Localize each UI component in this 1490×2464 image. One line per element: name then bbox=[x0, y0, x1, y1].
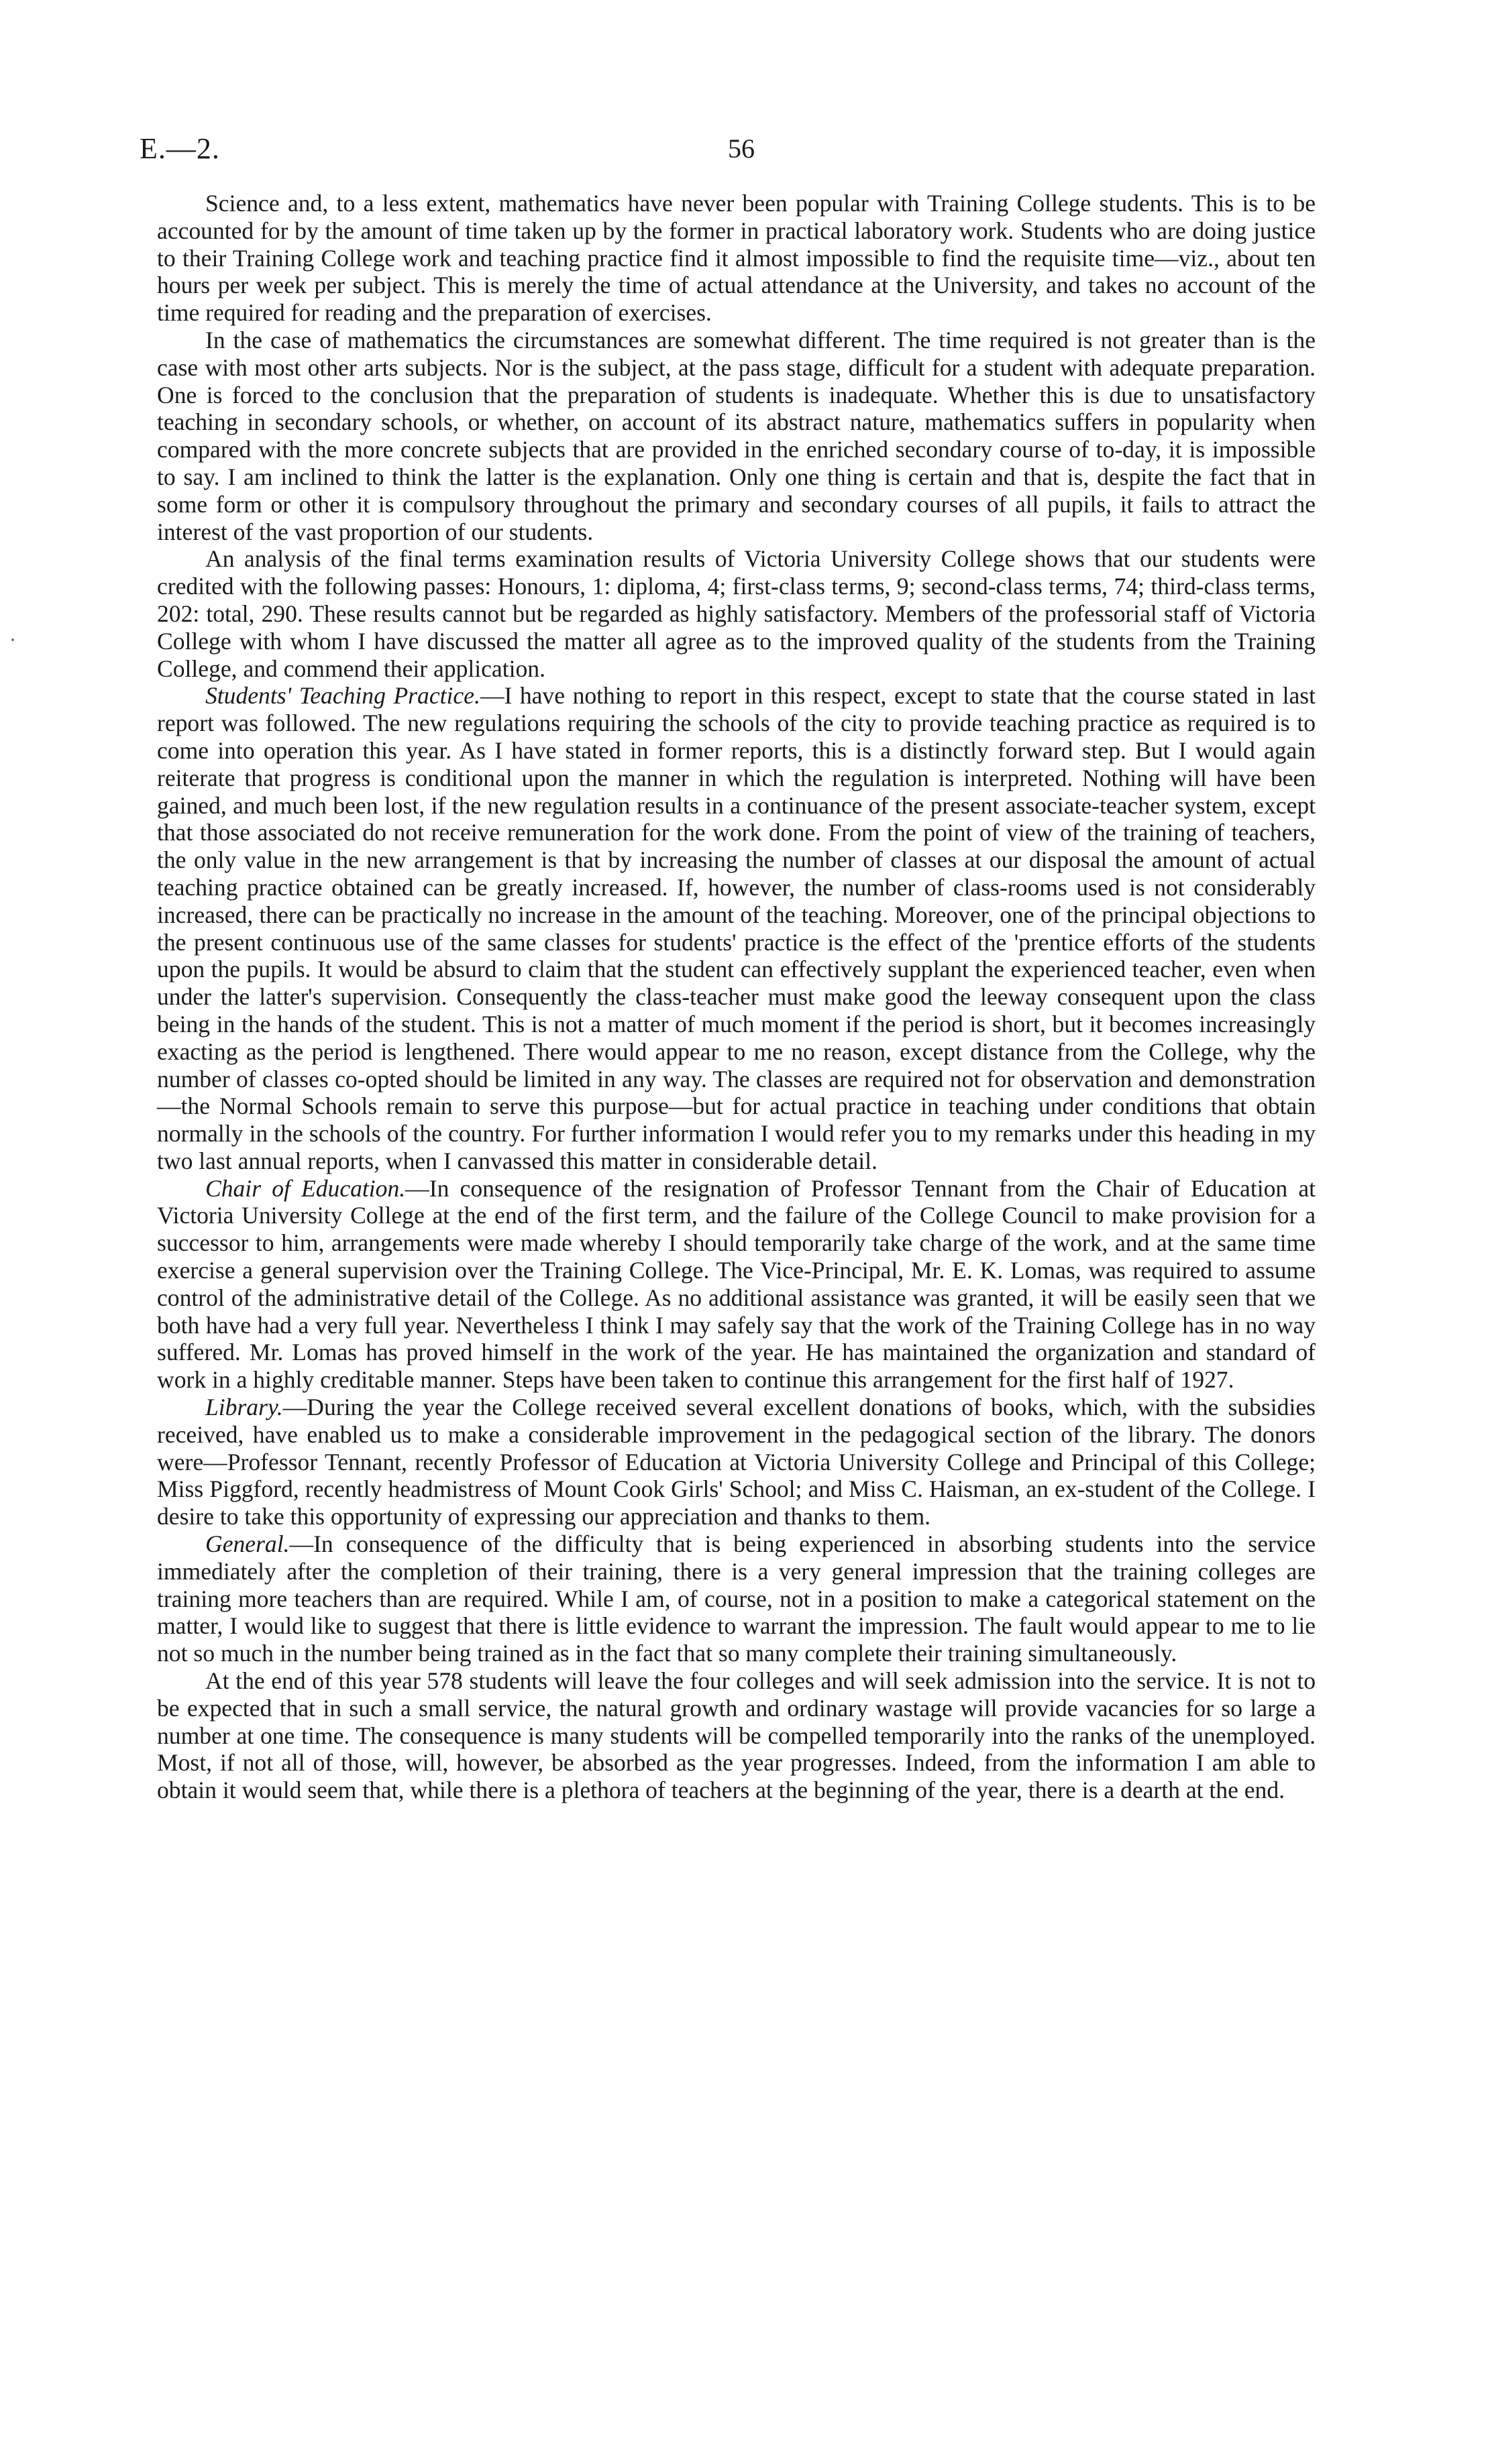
paragraph-examination-results bbox=[157, 545, 1316, 682]
paragraph-text: —In consequence of the resignation of Professor Tennant from the Chair of Education at Victoria University College at the end of the first term, and the failure of the College Council to make provision for a successor to him, arrangements were made whereby I should temporarily take charge of the work, and at the same time exercise a general supervision over the Training College. The Vice-Principal, Mr. E. K. Lomas, was required to assume control of the administrative detail of the College. As no additional assistance was granted, it will be easily seen that we both have had a very full year. Nevertheless I think I may safely say that the work of the Training College has in no way suffered. Mr. Lomas has proved himself in the work of the year. He has maintained the organization and standard of work in a highly creditable manner. Steps have been taken to continue this arrangement for the first half of 1927. bbox=[157, 1174, 1316, 1394]
paragraph-teaching-practice bbox=[157, 682, 1316, 1174]
page-header bbox=[0, 131, 1490, 172]
paragraph-text: An analysis of the final terms examination results of Victoria University College shows that our students were credited with the following passes: Honours, 1: diploma, 4; first-class terms, 9; second-class terms, 74; third-class terms, 202: total, 290. These results cannot but be regarded as highly satisfactory. Members of the professorial staff of Victoria College with whom I have discussed the matter all agree as to the improved quality of the students from the Training College, and commend their application. bbox=[157, 545, 1316, 682]
paragraph-mathematics bbox=[157, 327, 1316, 545]
section-heading: General. bbox=[205, 1530, 290, 1558]
report-body bbox=[157, 190, 1316, 1804]
paragraph-text: Science and, to a less extent, mathematics have never been popular with Training College students. This is to be accounted for by the amount of time taken up by the former in practical laboratory work. Students who are doing justice to their Training College work and teaching practice find it almost impossible to find the requisite time—viz., about ten hours per week per subject. This is merely the time of actual attendance at the University, and takes no account of the time required for reading and the preparation of exercises. bbox=[157, 190, 1316, 327]
paragraph-text: —I have nothing to report in this respect, except to state that the course stated in last report was followed. The new regulations requiring the schools of the city to provide teaching practice as required is to come into operation this year. As I have stated in former reports, this is a distinctly forward step. But I would again reiterate that progress is conditional upon the manner in which the regulation is interpreted. Nothing will have been gained, and much been lost, if the new regulation results in a continuance of the present associate-teacher system, except that those associated do not receive remuneration for the work done. From the point of view of the training of teachers, the only value in the new arrangement is that by increasing the number of classes at our disposal the amount of actual teaching practice obtained can be greatly increased. If, however, the number of class-rooms used is not considerably increased, there can be practically no increase in the amount of the teaching. Moreover, one of the principal objections to the present continuous use of the same classes for students' practice is the effect of the 'prentice efforts of the students upon the pupils. It would be absurd to claim that the student can effectively supplant the experienced teacher, even when under the latter's supervision. Consequently the class-teacher must make good the leeway consequent upon the class being in the hands of the student. This is not a matter of much moment if the period is short, but it becomes increasingly exacting as the period is lengthened. There would appear to me no reason, except distance from the College, why the number of classes co-opted should be limited in any way. The classes are required not for observation and demonstration—the Normal Schools remain to serve this purpose—but for actual practice in teaching under conditions that obtain normally in the schools of the country. For further information I would refer you to my remarks under this heading in my two last annual reports, when I canvassed this matter in considerable detail. bbox=[157, 682, 1316, 1174]
document-reference: E.—2. bbox=[140, 132, 220, 165]
paragraph-general bbox=[157, 1530, 1316, 1667]
paragraph-end-of-year bbox=[157, 1667, 1316, 1804]
section-heading: Chair of Education. bbox=[205, 1174, 406, 1202]
paragraph-text: In the case of mathematics the circumstances are somewhat different. The time required is not greater than is the case with most other arts subjects. Nor is the subject, at the pass stage, difficult for a student with adequate preparation. One is forced to the conclusion that the preparation of students is inadequate. Whether this is due to unsatisfactory teaching in secondary schools, or whether, on account of its abstract nature, mathematics suffers in popularity when compared with the more concrete subjects that are provided in the enriched secondary course of to-day, it is impossible to say. I am inclined to think the latter is the explanation. Only one thing is certain and that is, despite the fact that in some form or other it is compulsory throughout the primary and secondary courses of all pupils, it fails to attract the interest of the vast proportion of our students. bbox=[157, 326, 1316, 545]
paragraph-text: —During the year the College received several excellent donations of books, which, with the subsidies received, have enabled us to make a considerable improvement in the pedagogical section of the library. The donors were—Professor Tennant, recently Professor of Education at Victoria University College and Principal of this College; Miss Piggford, recently headmistress of Mount Cook Girls' School; and Miss C. Haisman, an ex-student of the College. I desire to take this opportunity of expressing our appreciation and thanks to them. bbox=[157, 1394, 1316, 1530]
page-number: 56 bbox=[728, 133, 755, 164]
paragraph-chair-of-education bbox=[157, 1175, 1316, 1394]
paragraph-library bbox=[157, 1394, 1316, 1530]
section-heading: Library. bbox=[205, 1394, 283, 1421]
paragraph-text: At the end of this year 578 students will leave the four colleges and will seek admission into the service. It is not to be expected that in such a small service, the natural growth and ordinary wastage will provide vacancies for so large a number at one time. The consequence is many students will be compelled temporarily into the ranks of the unemployed. Most, if not all of those, will, however, be absorbed as the year progresses. Indeed, from the information I am able to obtain it would seem that, while there is a plethora of teachers at the beginning of the year, there is a dearth at the end. bbox=[157, 1667, 1316, 1804]
scan-speck bbox=[11, 638, 14, 641]
section-heading: Students' Teaching Practice. bbox=[205, 682, 480, 710]
paragraph-text: —In consequence of the difficulty that is being experienced in absorbing students into the service immediately after the completion of their training, there is a very general impression that the training colleges are training more teachers than are required. While I am, of course, not in a position to make a categorical statement on the matter, I would like to suggest that there is little evidence to warrant the impression. The fault would appear to me to lie not so much in the number being trained as in the fact that so many complete their training simultaneously. bbox=[157, 1530, 1316, 1667]
paragraph-science bbox=[157, 190, 1316, 327]
